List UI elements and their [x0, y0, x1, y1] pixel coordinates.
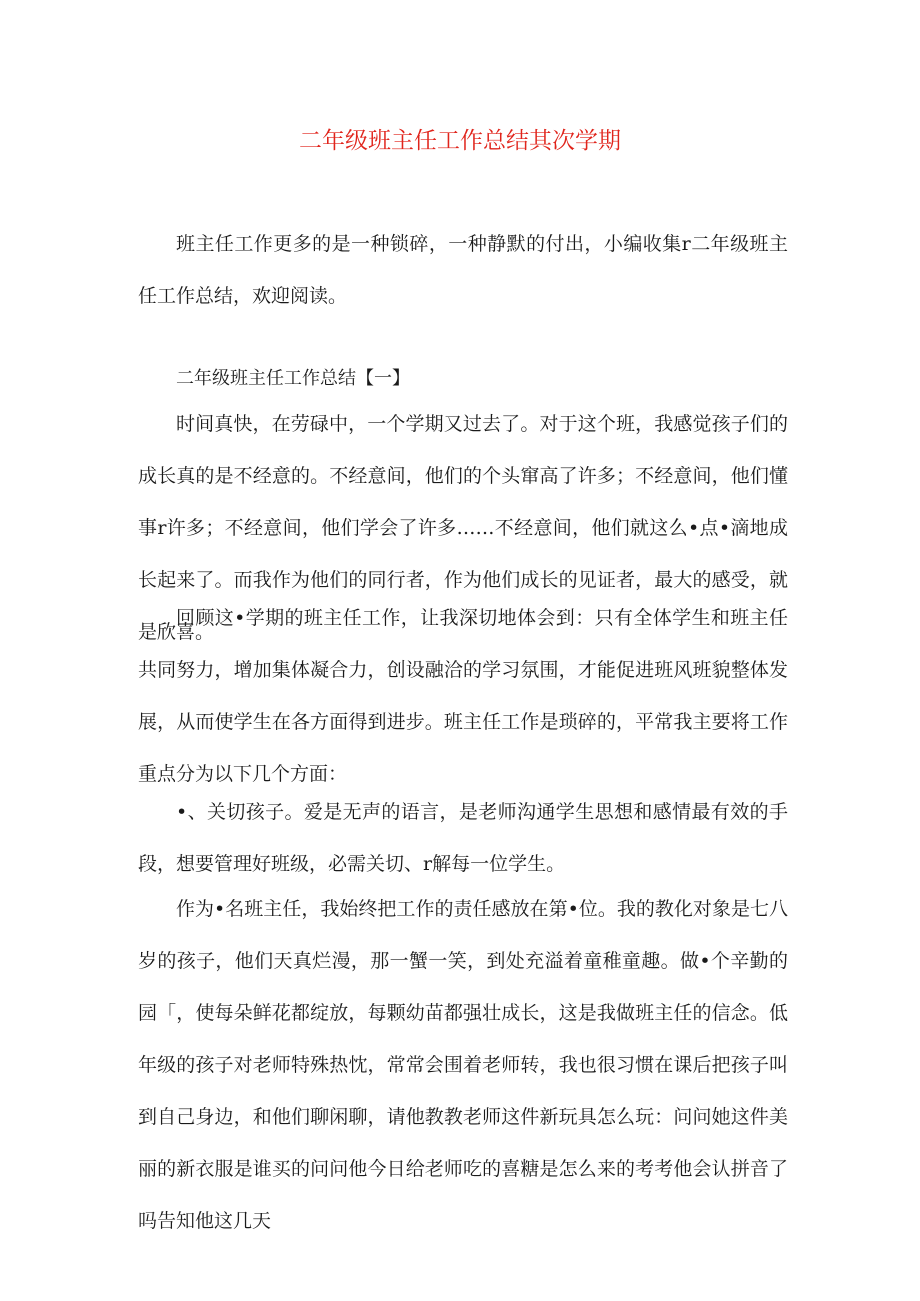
intro-paragraph: 班主任工作更多的是一种锁碎，一种静默的付出，小编收集r二年级班主任工作总结，欢迎阅读。: [138, 233, 788, 307]
paragraph-2: 回顾这•学期的班主任工作，让我深切地体会到：只有全体学生和班主任共同努力，增加集体凝合力，创设融洽的学习氛围，才能促进班风班貌整体发展，从而使学生在各方面得到进步。班主任工作是琐碎的，平常我主要将工作重点分为以下几个方面：: [138, 607, 788, 785]
section-heading: 二年级班主任工作总结【一】: [176, 368, 410, 389]
document-title: 二年级班主任工作总结其次学期: [299, 128, 621, 154]
paragraph-4: 作为•名班主任，我始终把工作的责任感放在第•位。我的教化对象是七八岁的孩子，他们天真烂漫，那一蟹一笑，到处充溢着童稚童趣。做•个辛勤的园「，使每朵鲜花都绽放，每颗幼苗都强壮成长，这是我做班主任的信念。低年级的孩子对老师特殊热忱，常常会围着老师转，我也很习惯在课后把孩子叫到自己身边，和他们聊闲聊，请他教教老师这件新玩具怎么玩：问问她这件美丽的新衣服是谁买的问问他今日给老师吃的喜糖是怎么来的考考他会认拼音了吗告知他这几天: [138, 898, 788, 1232]
paragraph-3: •、关切孩子。爱是无声的语言，是老师沟通学生思想和感情最有效的手段，想要管理好班级，必需关切、r解每一位学生。: [138, 801, 788, 875]
paragraph-1: 时间真快，在劳碌中，一个学期又过去了。对于这个班，我感觉孩子们的成长真的是不经意的。不经意间，他们的个头窜高了许多；不经意间，他们懂事r许多；不经意间，他们学会了许多……不经意间，他们就这么•点•滴地成长起来了。而我作为他们的同行者，作为他们成长的见证者，最大的感受，就是欣喜。: [138, 413, 788, 643]
